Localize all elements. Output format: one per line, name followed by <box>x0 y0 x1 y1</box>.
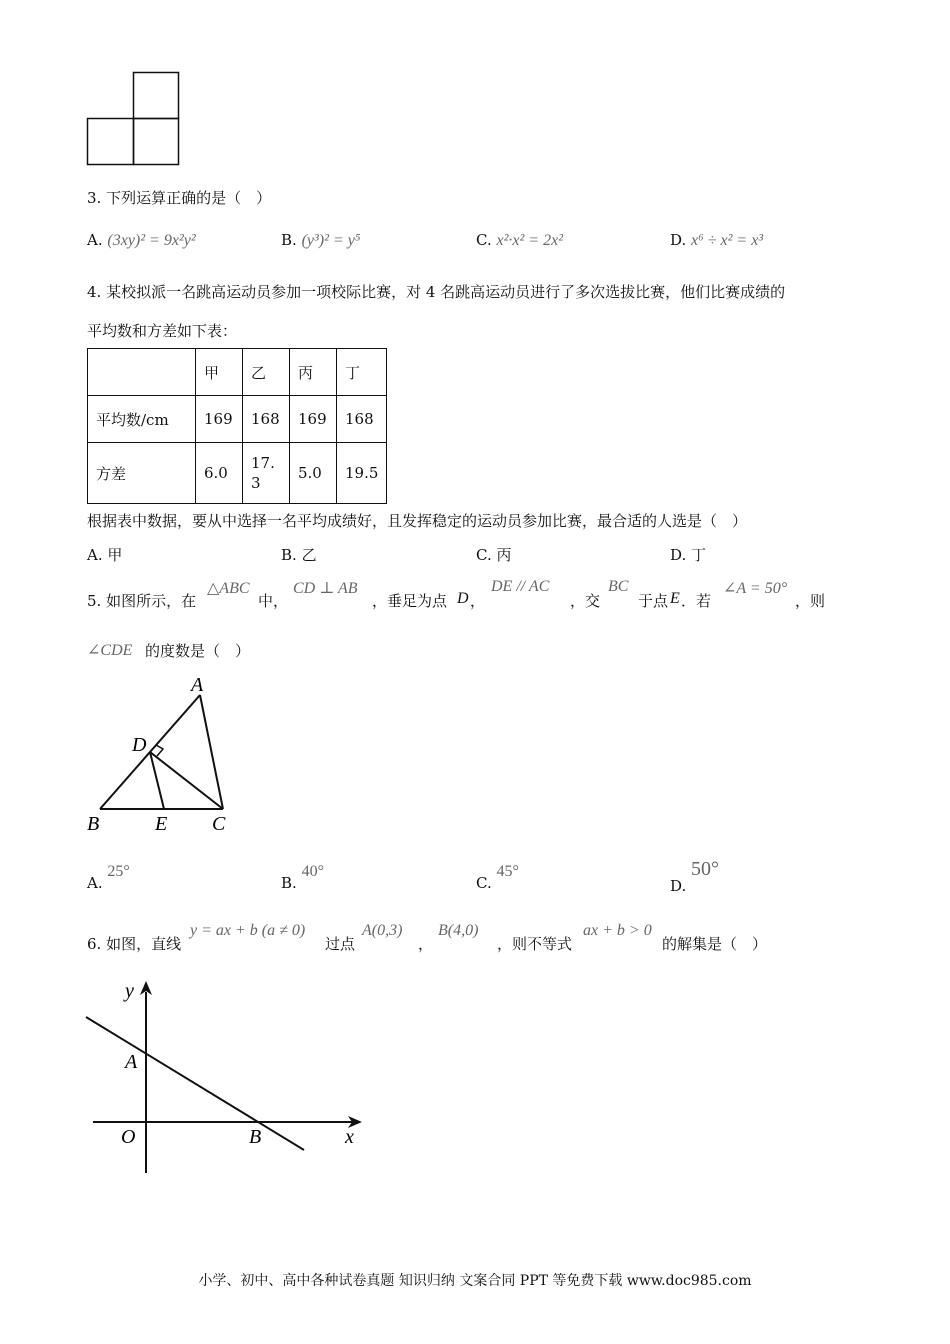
q4-option-c[interactable]: C. 丙 <box>476 546 512 564</box>
q5-option-a[interactable]: A. 25° <box>87 863 130 892</box>
table-cell <box>88 349 196 396</box>
q5-text: ，垂足为点 <box>372 592 448 610</box>
label-e: E <box>155 813 168 835</box>
table-header-ding: 丁 <box>337 349 387 396</box>
q4-stem-line2: 平均数和方差如下表： <box>87 322 238 340</box>
q5-math-e: E <box>670 590 680 607</box>
label-o: O <box>121 1126 136 1148</box>
table-row <box>88 443 387 504</box>
table-cell: 169 <box>290 396 337 443</box>
q3-option-c[interactable]: C. x²·x² = 2x² <box>476 231 563 249</box>
table-cell: 168 <box>337 396 387 443</box>
table-cell: 6.0 <box>196 443 243 504</box>
q5-option-c[interactable]: C. 45° <box>476 863 519 892</box>
q5-math-bc: BC <box>608 578 629 595</box>
q5-number: 5. 如图所示，在 <box>87 592 197 610</box>
q5-text: 中， <box>258 592 289 610</box>
table-header-bing: 丙 <box>290 349 337 396</box>
q5-math-cde: ∠CDE <box>87 642 133 659</box>
footer-text: 小学、初中、高中各种试卷真题 知识归纳 文案合同 PPT 等免费下载 www.doc985.com <box>198 1273 752 1289</box>
q5-text: ．若 <box>681 592 712 610</box>
q6-text: 的解集是（ ） <box>662 935 768 953</box>
q5-text: 的度数是（ ） <box>145 642 251 660</box>
q5-text: 于点 <box>638 592 669 610</box>
q5-option-b[interactable]: B. 40° <box>281 863 324 892</box>
right-angle-mark <box>156 745 163 756</box>
q5-math-parallel: DE // AC <box>491 578 550 595</box>
q3-option-b[interactable]: B. (y³)² = y⁵ <box>281 231 361 249</box>
label-y: y <box>125 980 134 1002</box>
table-header-row <box>88 349 387 396</box>
q5-option-d[interactable]: D. 50° <box>670 858 720 895</box>
table-cell: 5.0 <box>290 443 337 504</box>
q6-text: ，则不等式 <box>497 935 573 953</box>
q4-stem-line1: 4. 某校拟派一名跳高运动员参加一项校际比赛，对 4 名跳高运动员进行了多次选拔比赛，他们比赛成绩的 <box>87 283 786 301</box>
q5-math-perp: CD ⊥ AB <box>293 580 358 597</box>
table-row-label: 平均数/cm <box>88 396 196 443</box>
q3-option-a[interactable]: A. (3xy)² = 9x²y² <box>87 231 196 249</box>
squares-figure <box>80 66 190 172</box>
q5-text: ， <box>470 592 486 610</box>
q6-number: 6. 如图，直线 <box>87 935 182 953</box>
q4-option-b[interactable]: B. 乙 <box>281 546 317 564</box>
q6-math-point-a: A(0,3) <box>362 922 403 939</box>
q6-text: ， <box>418 935 434 953</box>
table-cell: 19.5 <box>337 443 387 504</box>
q4-option-d[interactable]: D. 丁 <box>670 546 707 564</box>
label-a: A <box>125 1051 138 1073</box>
triangle-figure <box>80 668 250 838</box>
table-cell: 17.3 <box>243 443 290 504</box>
scores-table <box>87 348 387 504</box>
q6-text: 过点 <box>325 935 356 953</box>
q3-stem: 3. 下列运算正确的是（ ） <box>87 189 272 207</box>
square-bottom-right <box>134 119 179 165</box>
q4-question: 根据表中数据，要从中选择一名平均成绩好，且发挥稳定的运动员参加比赛，最合适的人选是（ ） <box>87 512 748 530</box>
q6-math-point-b: B(4,0) <box>438 922 479 939</box>
square-bottom-left <box>88 119 134 165</box>
segment-ac <box>200 695 223 809</box>
table-row-label: 方差 <box>88 443 196 504</box>
square-top <box>134 73 179 119</box>
linear-graph-figure <box>80 975 380 1185</box>
q5-math-triangle: △ABC <box>207 580 250 597</box>
q5-math-angle-a: ∠A = 50° <box>723 580 788 597</box>
q4-option-a[interactable]: A. 甲 <box>87 546 123 564</box>
label-c: C <box>212 813 226 835</box>
table-cell: 169 <box>196 396 243 443</box>
label-x: x <box>345 1126 354 1148</box>
line-y-ax-b <box>86 1017 304 1150</box>
q6-math-inequality: ax + b > 0 <box>583 922 652 939</box>
table-header-yi: 乙 <box>243 349 290 396</box>
label-b: B <box>87 813 100 835</box>
q6-math-line: y = ax + b (a ≠ 0) <box>190 922 306 939</box>
q3-option-d[interactable]: D. x⁶ ÷ x² = x³ <box>670 231 764 249</box>
q5-text: ，则 <box>795 592 826 610</box>
label-a: A <box>191 674 204 696</box>
q5-text: ，交 <box>570 592 601 610</box>
table-header-jia: 甲 <box>196 349 243 396</box>
table-row <box>88 396 387 443</box>
table-cell: 168 <box>243 396 290 443</box>
label-b: B <box>249 1126 262 1148</box>
q5-math-d: D <box>457 590 469 607</box>
label-d: D <box>132 734 147 756</box>
